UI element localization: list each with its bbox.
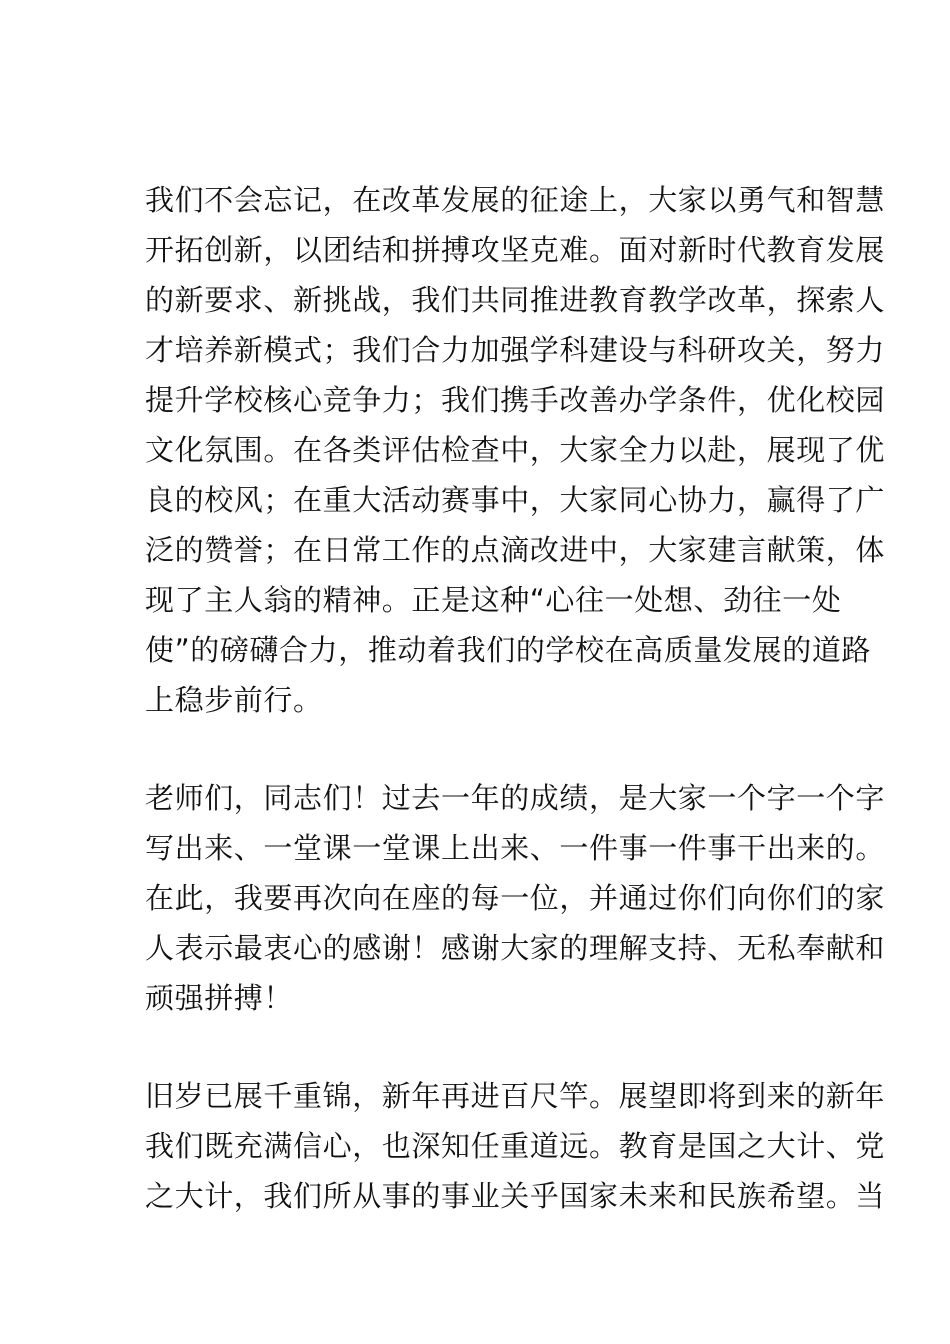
text-line: 现了主人翁的精神。正是这种“心往一处想、劲往一处: [145, 583, 842, 617]
text-line: 我们不会忘记，在改革发展的征途上，大家以勇气和智慧: [145, 183, 886, 217]
text-line: 泛的赞誉；在日常工作的点滴改进中，大家建言献策，体: [145, 533, 886, 567]
text-line: 文化氛围。在各类评估检查中，大家全力以赴，展现了优: [145, 433, 886, 467]
text-line: 的新要求、新挑战，我们共同推进教育教学改革，探索人: [145, 283, 886, 317]
text-line: 我们既充满信心，也深知任重道远。教育是国之大计、党: [145, 1129, 886, 1163]
text-line: 人表示最衷心的感谢！感谢大家的理解支持、无私奉献和: [145, 931, 886, 965]
text-line: 老师们，同志们！过去一年的成绩，是大家一个字一个字: [145, 781, 886, 815]
text-line: 上稳步前行。: [145, 683, 323, 717]
text-line: 写出来、一堂课一堂课上出来、一件事一件事干出来的。: [145, 831, 886, 865]
text-line: 之大计，我们所从事的事业关乎国家未来和民族希望。当: [145, 1179, 886, 1213]
text-line: 才培养新模式；我们合力加强学科建设与科研攻关，努力: [145, 333, 886, 367]
text-line: 使”的磅礴合力，推动着我们的学校在高质量发展的道路: [145, 633, 872, 667]
text-line: 提升学校核心竞争力；我们携手改善办学条件，优化校园: [145, 383, 886, 417]
text-line: 良的校风；在重大活动赛事中，大家同心协力，赢得了广: [145, 483, 886, 517]
text-line: 在此，我要再次向在座的每一位，并通过你们向你们的家: [145, 881, 886, 915]
text-line: 顽强拼搏！: [145, 981, 294, 1015]
text-line: 旧岁已展千重锦，新年再进百尺竿。展望即将到来的新年: [145, 1079, 886, 1113]
text-line: 开拓创新，以团结和拼搏攻坚克难。面对新时代教育发展: [145, 233, 886, 267]
